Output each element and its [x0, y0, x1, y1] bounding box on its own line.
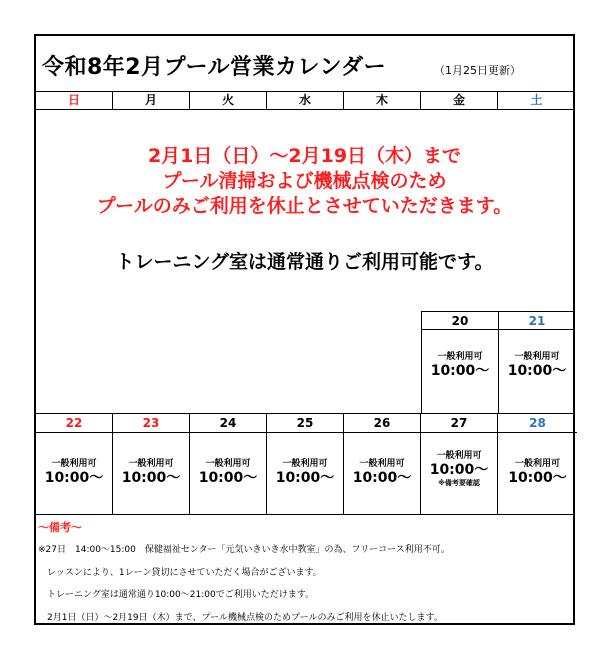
updated-note: （1月25日更新）: [434, 64, 521, 77]
training-room-notice: トレーニング室は通常通りご利用可能です。: [115, 251, 494, 273]
availability-label: 一般利用可: [514, 459, 560, 469]
availability-label: 一般利用可: [51, 459, 97, 469]
notice-line-1: 2月1日（日）～2月19日（木）まで: [147, 145, 462, 167]
opening-time: 10:00～: [508, 470, 567, 486]
availability-label: 一般利用可: [436, 451, 482, 461]
availability-label: 一般利用可: [514, 352, 560, 362]
weekday-tue: 火: [190, 92, 267, 109]
opening-time: 10:00～: [430, 363, 490, 379]
remark-line-1: ※27日 14:00～15:00 保健福祉センター「元気いきいき水中教室」の為、フリーコース利用不可。: [38, 545, 450, 555]
remark-line-3: トレーニング室は通常通り10:00～21:00でご利用いただけます。: [38, 590, 314, 600]
availability-label: 一般利用可: [437, 352, 483, 362]
remark-line-4: 2月1日（日）～2月19日（木）まで、プール機械点検のためプールのみご利用を休止いたします。: [38, 613, 443, 623]
availability-label: 一般利用可: [205, 459, 251, 469]
day-number: 20: [422, 311, 498, 330]
weekday-fri: 金: [421, 92, 498, 109]
availability-label: 一般利用可: [282, 459, 328, 469]
weekday-wed: 水: [267, 92, 344, 109]
calendar-title: 令和8年2月プール営業カレンダー: [42, 55, 387, 80]
remarks-title: ～備考～: [38, 521, 82, 534]
availability-label: 一般利用可: [128, 459, 174, 469]
day-cell-27: [421, 414, 498, 514]
calendar-header: [36, 36, 573, 92]
day-number: 28: [498, 414, 577, 433]
week2-row: [36, 413, 573, 515]
day-cell-20: [421, 311, 498, 413]
day-cell-28: [498, 414, 577, 514]
day-number: 22: [36, 414, 112, 433]
opening-time: 10:00～: [44, 470, 104, 486]
opening-time: 10:00～: [198, 470, 258, 486]
opening-time: 10:00～: [275, 470, 335, 486]
opening-time: 10:00～: [352, 470, 412, 486]
remark-line-2: レッスンにより、1レーン貸切にさせていただく場合がございます。: [38, 568, 322, 578]
notice-line-2: プール清掃および機械点検のため: [162, 170, 447, 192]
day-number: 27: [421, 414, 497, 433]
day-cell-26: [344, 414, 421, 514]
day-cell-23: [113, 414, 190, 514]
closure-notice: [36, 110, 573, 311]
weekday-header-row: [36, 92, 573, 110]
notice-line-3: プールのみご利用を休止とさせていただきます。: [96, 195, 513, 217]
remarks-check-note: ※備考要確認: [438, 479, 480, 487]
remarks-section: [36, 515, 573, 625]
weekday-sun: 日: [36, 92, 113, 109]
day-number: 26: [344, 414, 420, 433]
day-number: 21: [499, 311, 575, 330]
day-number: 23: [113, 414, 189, 433]
day-cell-24: [190, 414, 267, 514]
week1-cells: [421, 311, 575, 413]
day-cell-25: [267, 414, 344, 514]
day-cell-22: [36, 414, 113, 514]
opening-time: 10:00～: [507, 363, 567, 379]
opening-time: 10:00～: [429, 462, 489, 478]
weekday-mon: 月: [113, 92, 190, 109]
day-number: 24: [190, 414, 266, 433]
day-number: 25: [267, 414, 343, 433]
weekday-sat: 土: [530, 93, 543, 107]
weekday-thu: 木: [344, 92, 421, 109]
availability-label: 一般利用可: [359, 459, 405, 469]
day-cell-21: [498, 311, 575, 413]
pool-calendar: [34, 34, 575, 625]
opening-time: 10:00～: [121, 470, 181, 486]
